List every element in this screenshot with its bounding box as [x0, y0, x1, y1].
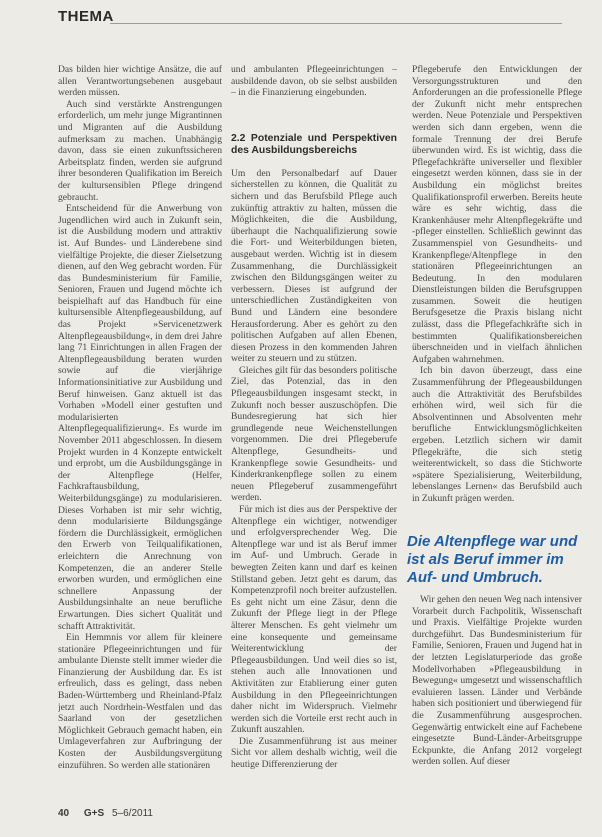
paragraph: und ambulanten Pflegeeinrichtungen – ausbildende davon, ob sie selbst ausbilden – in die Finanzierung eingebunden.: [231, 64, 397, 99]
paragraph: Die Zusammenführung ist aus meiner Sicht vor allem deshalb wichtig, weil die heutige Differenzierung der: [231, 735, 397, 771]
issue-number: 5–6/2011: [111, 808, 153, 819]
paragraph: Gleiches gilt für das besonders politische Ziel, das Potenzial, das in den Pflegeausbildungen insgesamt steckt, in Zukunft noch besser auszuschöpfen. Die Bundesregierung hat sich hier grundlegende neue Weichenstellungen vorgenommen. Die drei Pflegeberufe Altenpflege, Gesundheits- und Krankenpflege sowie Gesundheits- und Kinderkrankenpflege sollen zu einem neuen Pflegeberuf zusammengeführt werden.: [231, 364, 397, 504]
section-title: THEMA: [58, 8, 114, 25]
section-subheading: 2.2 Potenziale und Perspektiven des Ausbildungsbereichs: [231, 132, 397, 157]
paragraph: Entscheidend für die Anwerbung von Jugendlichen wird auch in Zukunft sein, ist die Ausbildung modern und attraktiv ist. Auf Bundes- und Länderebene sind vielfältige Projekte, die dieser Zielsetzung dienen, auf den Weg gebracht worden. Für das Bundesministerium für Familie, Senioren, Frauen und Jugend möchte ich beispielhaft auf das Handbuch für eine kultursensible Altenpflegeausbildung, auf das Projekt »Servicenetzwerk Altenpflegeausbildung«, in dem drei Jahre lang 71 Einrichtungen in allen Fragen der Altenpflegeausbildung beraten wurden sowie auf die vierjährige Informationsinitiative zur Ausbildung und Beruf hinweisen. Ganz aktuell ist das Vorhaben »Modell einer gestuften und modularisierten Altenpflegequalifizierung«. Es wurde im November 2011 abgeschlossen. In diesem Projekt wurden in 4 Konzepte entwickelt und erprobt, um die Ausbildungsgänge in der Altenpflege (Helfer, Fachkraftausbildung, Weiterbildungsgänge) zu modularisieren. Dieses Vorhaben ist mir sehr wichtig, denn modularisierte Bildungsgänge fördern die Durchlässigkeit, ermöglichen den Erwerb von Teilqualifikationen, erleichtern die Anrechnung von Kompetenzen, die an anderer Stelle erworben wurden, und ermöglichen eine schnellere Anpassung der Ausbildungsinhalte an neue berufliche Erwartungen. Dies sichert Qualität und schafft Attraktivität.: [58, 203, 222, 632]
paragraph: Wir gehen den neuen Weg nach intensiver Vorarbeit durch Fachpolitik, Wissenschaft und Praxis. Vielfältige Projekte wurden durchgeführt. Das Bundesministerium für Familie, Senioren, Frauen und Jugend hat in der letzten Legislaturperiode das große Modellvorhaben »Pflegeausbildung in Bewegung« umgesetzt und wissenschaftlich evaluieren lassen. Länder und Verbände haben sich positioniert und überwiegend für die Zusammenführung ausgesprochen. Gegenwärtig entwickelt eine auf Fachebene eingesetzte Bund-Länder-Arbeitsgruppe Eckpunkte, die Anfang 2012 vorgelegt werden sollen. Auf dieser: [412, 594, 582, 768]
header-rule: [110, 23, 562, 24]
pull-quote: Die Altenpflege war und ist als Beruf immer im Auf- und Umbruch.: [407, 533, 578, 586]
column-3-lower: [412, 594, 582, 792]
journal-name: G+S: [83, 808, 105, 819]
paragraph: Pflegeberufe den Entwicklungen der Versorgungsstrukturen und den Anforderungen an die professionelle Pflege der Zukunft nicht mehr entsprechen werden. Neue Potenziale und Perspektiven werden sich dann ergeben, wenn die formale Trennung der drei Berufe überwunden wird. Es ist wichtig, dass die Pflegefachkräfte universeller und flexibler eingesetzt werden können, dass sie in der Ausbildung ein möglichst breites Qualifikationsprofil erwerben. Bereits heute wäre es sehr wichtig, dass die Krankenhäuser mehr Altenpflegekräfte und -pfleger einstellen. Schließlich gewinnt das Zusammenspiel von Gesundheits- und Krankenpflege/Altenpflege in den stationären Pflegeeinrichtungen an Bedeutung. In den modularen Dienstleistungen bilden die Berufsgruppen zusammen. Soweit die heutigen Berufsgesetze die Praxis bislang nicht zulässt, dass die Pflegefachkräfte sich in bestimmten Qualifikationsbereichen überschneiden und in vielfach ähnlichen Aufgaben wahrnehmen.: [412, 64, 582, 365]
page-number: 40: [58, 808, 70, 819]
paragraph: Ich bin davon überzeugt, dass eine Zusammenführung der Pflegeausbildungen auch die Attraktivität des Berufsbildes erhöhen wird, weil sich für die Absolventinnen und Absolventen mehr berufliche Entwicklungsmöglichkeiten ergeben. Letztlich sichern wir damit Pflegekräfte, die sich stetig weiterentwickelt, so dass die Stichworte »spätere Spezialisierung, Weiterbildung, lebenslanges Lernen« das Berufsbild auch in Zukunft prägen werden.: [412, 365, 582, 504]
paragraph: Um den Personalbedarf auf Dauer sicherstellen zu können, die Qualität zu sichern und das Berufsbild Pflege auch zukünftig attraktiv zu halten, müssen die Möglichkeiten, die die Ausbildung, überhaupt die Nachqualifizierung sowie die Fort- und Weiterbildungen bieten, ausgebaut werden. Wichtig ist in diesem Zusammenhang, die Durchlässigkeit zwischen den Bildungsgängen weiter zu verbessern. Dieses ist aufgrund der unterschiedlichen Zuständigkeiten von Bund und Ländern eine besondere Herausforderung. Aber es gehört zu den politischen Aufgaben auf allen Ebenen, diesen Prozess in den kommenden Jahren weiter zu steuern und zu stützen.: [231, 167, 397, 365]
column-3-upper: [412, 64, 582, 521]
page-footer: [58, 808, 153, 824]
paragraph: Das bilden hier wichtige Ansätze, die auf allen Verantwortungsebenen ausgebaut werden müssen.: [58, 64, 222, 99]
text-column-2: [231, 64, 397, 792]
paragraph: Auch sind verstärkte Anstrengungen erforderlich, um mehr junge Migrantinnen und Migranten auf die Ausbildung aufmerksam zu machen. Unabhängig davon, dass sie einen zukunftssicheren Arbeitsplatz finden, werden sie aufgrund ihrer besonderen Qualifikation im Bereich der kultursensiblen Pflege dringend gebraucht.: [58, 98, 222, 203]
paragraph: Für mich ist dies aus der Perspektive der Altenpflege ein wichtiger, notwendiger und erfolgversprechender Weg. Die Altenpflege war und ist als Beruf immer im Auf- und Umbruch. Gerade in bewegten Zeiten kann und darf es keinen Stillstand geben. Jetzt geht es darum, das Kompetenzprofil noch breiter aufzustellen. Es geht nicht um eine Zäsur, denn die Zukunft der Pflege liegt in der Pflege älterer Menschen. Es geht vielmehr um eine konsequente und gemeinsame Weiterentwicklung der Pflegeausbildungen. Und weil dies so ist, stehen auch alle Innovationen und Aktivitäten zur Etablierung einer guten Ausbildung in den Pflegeeinrichtungen daher nicht im Widerspruch. Vielmehr werden sich die Vorteile erst recht auch in Zukunft auszahlen.: [231, 504, 397, 736]
paragraph: Ein Hemmnis vor allem für kleinere stationäre Pflegeeinrichtungen und für ambulante Dienste stellt immer wieder die Finanzierung der Ausbildung dar. Es ist erfreulich, dass es gelingt, dass neben Baden-Württemberg und Rheinland-Pfalz jetzt auch Nordrhein-Westfalen und das Saarland von der gesetzlichen Möglichkeit Gebrauch gemacht haben, ein Umlageverfahren zur Aufbringung der Kosten der Ausbildungsvergütung einzuführen. So werden alle stationären: [58, 632, 222, 771]
page-header: [58, 8, 562, 32]
text-column-3: [412, 64, 582, 792]
text-column-1: [58, 64, 222, 792]
